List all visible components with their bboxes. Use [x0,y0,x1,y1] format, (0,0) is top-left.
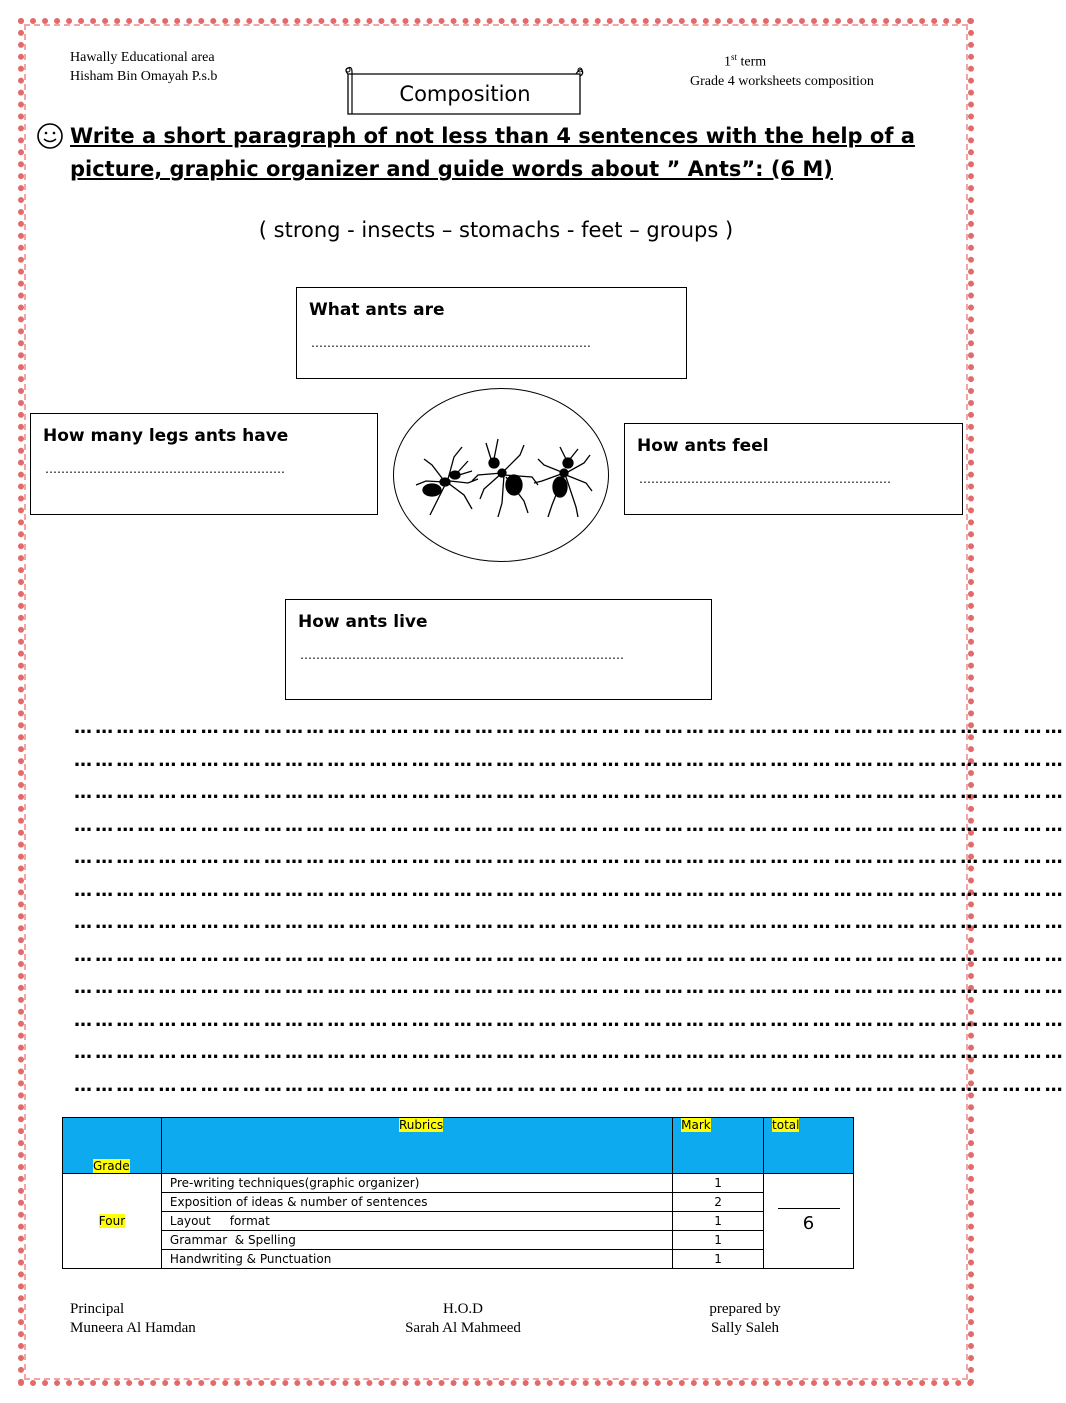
hod-title: H.O.D [443,1301,483,1317]
ants-picture [412,425,592,525]
criterion-cell: Grammar & Spelling [161,1231,672,1250]
organizer-box-top[interactable] [296,287,687,379]
educational-area: Hawally Educational area [70,50,215,65]
criterion-cell: Pre-writing techniques(graphic organizer) [161,1174,672,1193]
mark-cell: 1 [673,1231,764,1250]
rubrics-header: Rubrics [398,1118,444,1132]
table-row [63,1193,854,1212]
organizer-box-bottom[interactable] [285,599,712,700]
answer-line: ……………………………………………………………………… [300,648,624,662]
smiley-face-icon [36,122,64,150]
grade-value: Four [98,1214,126,1228]
writing-line[interactable]: …………………………………………………………………………………………………………………………… [74,1009,1066,1031]
answer-line: ……………………………………………………………. [311,336,591,350]
term-label [690,48,874,72]
organizer-label: How ants live [298,612,428,632]
rubric-table [62,1117,854,1269]
answer-line: ……………………………………………………… [639,472,891,486]
writing-line[interactable]: …………………………………………………………………………………………………………………………… [74,814,1066,836]
term-word: term [740,54,767,70]
prepared-name: Sally Saleh [711,1320,779,1336]
instruction-line-2: picture, graphic organizer and guide words about ” Ants”: (6 M) [70,157,833,181]
mark-cell: 1 [673,1250,764,1269]
header-right [690,48,874,91]
writing-line[interactable]: …………………………………………………………………………………………………………………………… [74,1074,1066,1096]
writing-line[interactable]: …………………………………………………………………………………………………………………………… [74,749,1066,771]
writing-line[interactable]: …………………………………………………………………………………………………………………………… [74,1042,1066,1063]
footer-principal [70,1300,196,1338]
criterion-cell: Exposition of ideas & number of sentences [161,1193,672,1212]
criterion-cell: Layout format [161,1212,672,1231]
instruction-line-1: Write a short paragraph of not less than 4 sentences with the help of a [70,124,915,148]
mark-header-cell [673,1118,764,1174]
total-header: total [772,1118,800,1132]
writing-line[interactable]: …………………………………………………………………………………………………………………………… [74,912,1066,933]
mark-cell: 1 [673,1174,764,1193]
grade-cell [63,1174,162,1269]
writing-line[interactable]: …………………………………………………………………………………………………………………………… [74,944,1066,966]
grade-worksheet-label: Grade 4 worksheets composition [690,73,874,89]
grade-header: Grade [93,1159,130,1173]
writing-area[interactable] [74,712,1066,1102]
organizer-box-right[interactable] [624,423,963,515]
table-row [63,1250,854,1269]
guide-words: ( strong - insects – stomachs - feet – groups ) [258,218,734,242]
hod-name: Sarah Al Mahmeed [405,1320,521,1336]
term-suffix: st [731,52,738,62]
principal-name: Muneera Al Hamdan [70,1320,196,1336]
organizer-label: How ants feel [637,436,769,456]
header-left [70,48,217,86]
total-cell [764,1174,854,1269]
total-header-cell [764,1118,854,1174]
organizer-label: How many legs ants have [43,426,289,446]
prepared-title: prepared by [709,1301,781,1317]
writing-line[interactable]: …………………………………………………………………………………………………………………………… [74,782,1066,803]
organizer-label: What ants are [309,300,445,320]
mark-header: Mark [681,1118,711,1132]
footer-hod [398,1300,528,1338]
criterion-cell: Handwriting & Punctuation [161,1250,672,1269]
grade-header-cell [63,1118,162,1174]
writing-line[interactable]: …………………………………………………………………………………………………………………………… [74,847,1066,868]
writing-line[interactable]: …………………………………………………………………………………………………………………………… [74,879,1066,901]
mark-cell: 1 [673,1212,764,1231]
school-name: Hisham Bin Omayah P.s.b [70,69,218,84]
rubric-header-row [63,1118,854,1174]
instruction [36,120,936,186]
answer-line: …………………………………………………… [45,462,285,476]
total-value: 6 [778,1208,840,1234]
table-row [63,1231,854,1250]
table-row [63,1212,854,1231]
footer-prepared [703,1300,787,1338]
page-title: Composition [399,82,531,106]
rubrics-header-cell [161,1118,672,1174]
writing-line[interactable]: …………………………………………………………………………………………………………………………… [74,977,1066,998]
mark-cell: 2 [673,1193,764,1212]
table-row [63,1174,854,1193]
organizer-box-left[interactable] [30,413,378,515]
term-number: 1 [724,54,731,70]
principal-title: Principal [70,1301,125,1317]
writing-line[interactable]: …………………………………………………………………………………………………………………………… [74,717,1066,738]
